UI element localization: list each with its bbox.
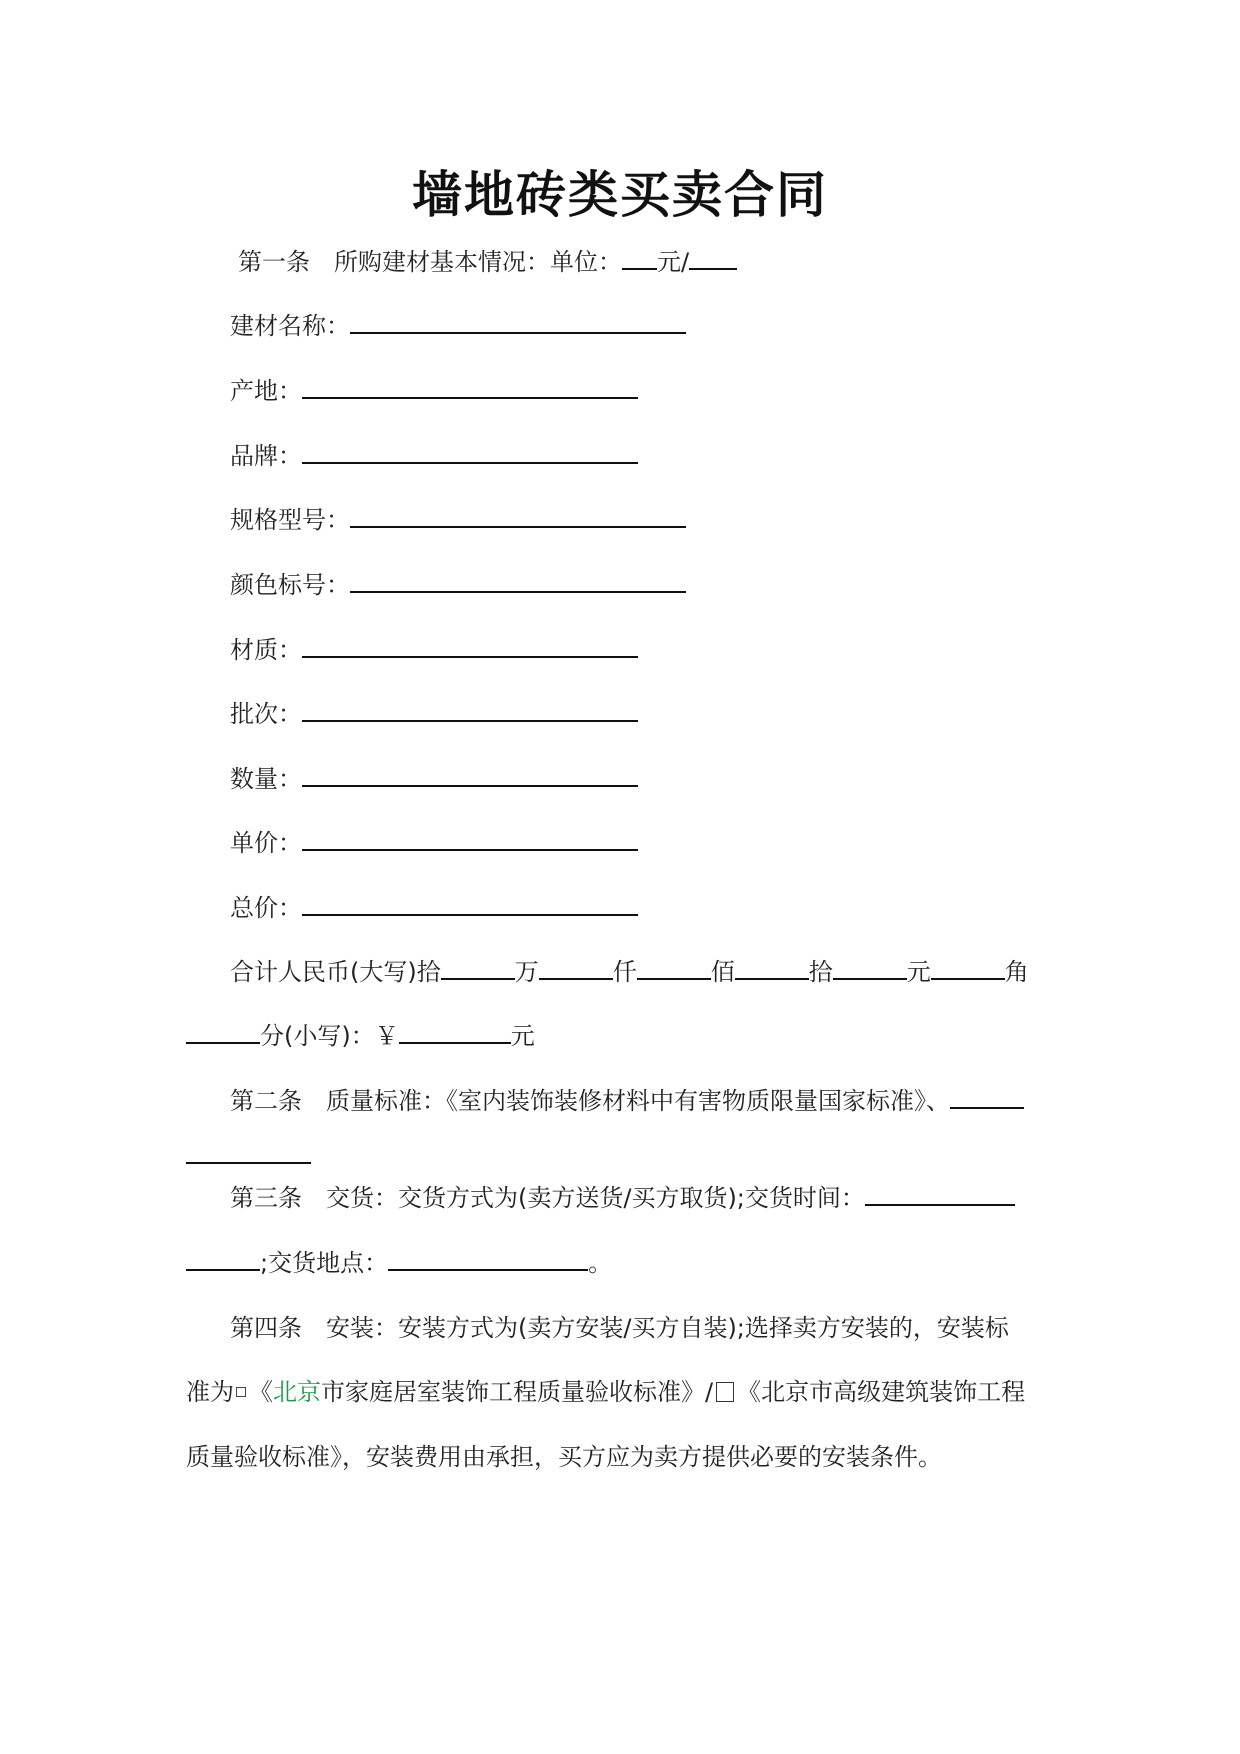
delivery-time-blank[interactable] (865, 1180, 1015, 1206)
shi-blank[interactable] (833, 954, 907, 980)
shi-wan-blank[interactable] (441, 954, 515, 980)
batch-blank[interactable] (302, 696, 638, 722)
field-line (230, 436, 638, 476)
article-2-heading: 第二条 (230, 1087, 302, 1115)
quality-standard-blank-2[interactable] (186, 1138, 311, 1164)
brand-blank[interactable] (302, 438, 638, 464)
bai-blank[interactable] (735, 954, 809, 980)
contract-title: 墙地砖类买卖合同 (412, 165, 828, 224)
article-4-line2-prefix: 准为 (186, 1378, 234, 1406)
field-label-brand: 品牌： (230, 442, 302, 470)
standard-1-checkbox[interactable] (236, 1387, 246, 1397)
material-blank[interactable] (302, 632, 638, 658)
field-label-origin: 产地： (230, 377, 302, 405)
unit-blank[interactable] (689, 244, 737, 270)
jiao-blank[interactable] (186, 1018, 260, 1044)
field-line (230, 694, 638, 734)
material-name-blank[interactable] (350, 308, 686, 334)
article-2-line-2 (186, 1136, 311, 1176)
article-3-line-2 (186, 1243, 612, 1283)
article-4-line-2 (186, 1372, 1025, 1412)
unit-price-field-blank[interactable] (302, 825, 638, 851)
article-1-heading: 第一条 (238, 248, 310, 276)
total-price-blank[interactable] (302, 890, 638, 916)
field-line (230, 565, 686, 605)
standard-2-text: 《北京市高级建筑装饰工程 (737, 1378, 1026, 1406)
quality-standard-blank[interactable] (950, 1083, 1024, 1109)
article-4-text: 安装：安装方式为(卖方安装/买方自装);选择卖方安装的，安装标 (326, 1314, 1009, 1342)
field-label-quantity: 数量： (230, 765, 302, 793)
standard-1-city-link[interactable]: 北京 (273, 1378, 321, 1406)
field-line (230, 888, 638, 928)
field-line (230, 823, 638, 863)
article-3-line (230, 1178, 1015, 1218)
article-4-line (230, 1308, 1009, 1348)
unit-price-blank[interactable] (622, 244, 657, 270)
qian-label: 仟 (612, 958, 637, 986)
yuan-blank[interactable] (931, 954, 1005, 980)
field-label-material: 材质： (230, 636, 302, 664)
lowercase-amount-blank[interactable] (399, 1018, 511, 1044)
fen-lower-label: 分(小写)：￥ (260, 1022, 399, 1050)
total-amount-line-2 (186, 1016, 535, 1056)
field-label-material-name: 建材名称： (230, 312, 350, 340)
article-2-line (230, 1081, 1024, 1121)
field-label-spec-model: 规格型号： (230, 506, 350, 534)
wan-label: 万 (514, 958, 539, 986)
article-3-heading: 第三条 (230, 1184, 302, 1212)
yuan-end-label: 元 (510, 1022, 535, 1050)
delivery-place-blank[interactable] (388, 1245, 588, 1271)
total-lead: 合计人民币(大写)拾 (230, 958, 441, 986)
article-4-line-3 (186, 1437, 942, 1477)
field-line (230, 500, 686, 540)
jiao-label: 角 (1004, 958, 1029, 986)
total-amount-line (230, 952, 1029, 992)
article-4-line3: 质量验收标准》，安装费用由承担，买方应为卖方提供必要的安装条件。 (186, 1443, 942, 1471)
delivery-time-blank-2[interactable] (186, 1245, 260, 1271)
field-line (230, 371, 638, 411)
field-label-batch: 批次： (230, 700, 302, 728)
field-label-unit-price: 单价： (230, 829, 302, 857)
field-label-total-price: 总价： (230, 894, 302, 922)
shi-label: 拾 (808, 958, 833, 986)
yuan-label: 元 (906, 958, 931, 986)
spec-model-blank[interactable] (350, 502, 686, 528)
standard-2-checkbox[interactable] (716, 1382, 734, 1402)
article-3-text: 交货：交货方式为(卖方送货/买方取货);交货时间： (326, 1184, 865, 1212)
standard-1-rest: 市家庭居室装饰工程质量验收标准》/ (321, 1378, 714, 1406)
field-line (230, 759, 638, 799)
standard-1-open: 《 (249, 1378, 273, 1406)
article-3-end: 。 (588, 1249, 613, 1277)
color-code-blank[interactable] (350, 567, 686, 593)
field-label-color-code: 颜色标号： (230, 571, 350, 599)
origin-blank[interactable] (302, 373, 638, 399)
field-line (230, 630, 638, 670)
qian-blank[interactable] (637, 954, 711, 980)
article-2-text: 质量标准：《室内装饰装修材料中有害物质限量国家标准》、 (326, 1087, 950, 1115)
bai-label: 佰 (710, 958, 735, 986)
field-line (230, 306, 686, 346)
article-4-heading: 第四条 (230, 1314, 302, 1342)
quantity-blank[interactable] (302, 761, 638, 787)
delivery-place-label: ;交货地点： (260, 1249, 389, 1277)
wan-blank[interactable] (539, 954, 613, 980)
unit-separator: 元/ (657, 248, 690, 276)
article-1-text: 所购建材基本情况：单位： (334, 248, 622, 276)
article-1-line (238, 242, 737, 282)
